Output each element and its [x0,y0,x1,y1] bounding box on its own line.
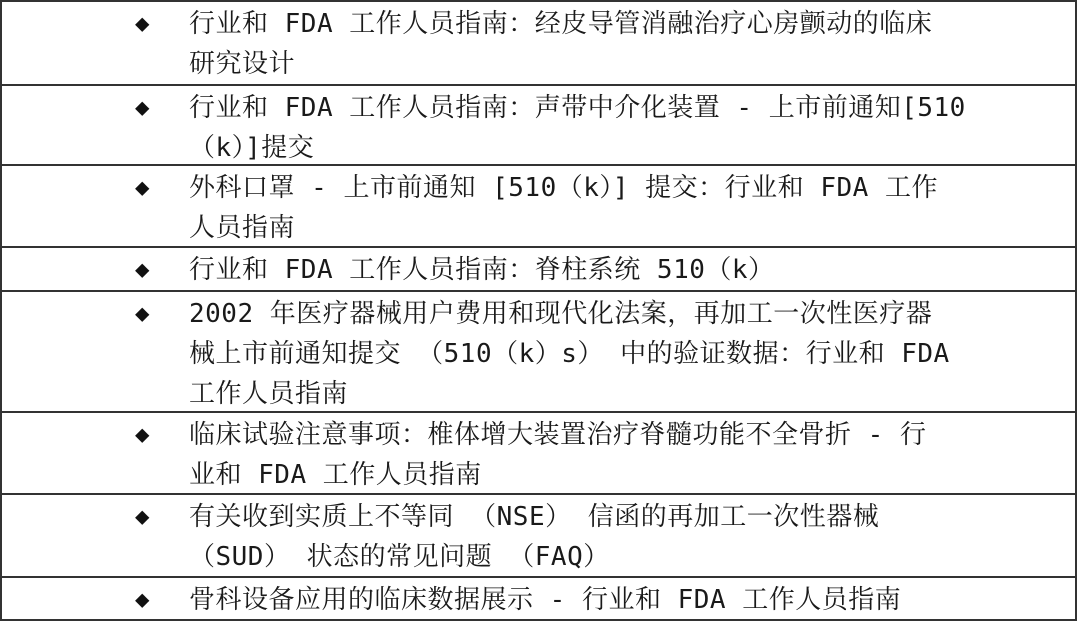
item-line: 行业和 FDA 工作人员指南：声带中介化装置 - 上市前通知[510 [189,93,966,123]
item-line: 临床试验注意事项：椎体增大装置治疗脊髓功能不全骨折 - 行 [189,420,927,450]
item-text [189,168,1065,248]
item-text [189,294,1065,414]
item-line: 外科口罩 - 上市前通知 [510（k）] 提交：行业和 FDA 工作 [189,173,938,203]
item-text [189,580,1065,620]
item-text [189,4,1065,84]
item-text [189,88,1065,168]
diamond-bullet-icon: ◆ [135,9,150,37]
diamond-bullet-icon: ◆ [135,299,150,327]
list-item [0,86,1077,166]
item-line: 行业和 FDA 工作人员指南：脊柱系统 510（k） [189,255,775,285]
list-item [0,495,1077,578]
item-line: 业和 FDA 工作人员指南 [189,460,482,490]
item-text [189,250,1065,290]
item-line: 骨科设备应用的临床数据展示 - 行业和 FDA 工作人员指南 [189,585,902,615]
item-line: （k）]提交 [189,133,315,163]
item-line: 有关收到实质上不等同 （NSE） 信函的再加工一次性器械 [189,502,880,532]
diamond-bullet-icon: ◆ [135,585,150,613]
list-item [0,248,1077,292]
item-line: 2002 年医疗器械用户费用和现代化法案，再加工一次性医疗器 [189,299,933,329]
diamond-bullet-icon: ◆ [135,420,150,448]
list-item [0,413,1077,495]
list-item [0,0,1077,86]
item-line: （SUD） 状态的常见问题 （FAQ） [189,542,610,572]
item-line: 工作人员指南 [189,379,349,409]
diamond-bullet-icon: ◆ [135,255,150,283]
item-line: 人员指南 [189,213,296,243]
diamond-bullet-icon: ◆ [135,502,150,530]
item-text [189,497,1065,577]
diamond-bullet-icon: ◆ [135,93,150,121]
list-item [0,578,1077,621]
list-item [0,166,1077,248]
item-line: 行业和 FDA 工作人员指南：经皮导管消融治疗心房颤动的临床 [189,9,933,39]
list-item [0,292,1077,413]
item-text [189,415,1065,495]
item-line: 械上市前通知提交 （510（k）s） 中的验证数据：行业和 FDA [189,339,950,369]
diamond-bullet-icon: ◆ [135,173,150,201]
item-line: 研究设计 [189,49,296,79]
